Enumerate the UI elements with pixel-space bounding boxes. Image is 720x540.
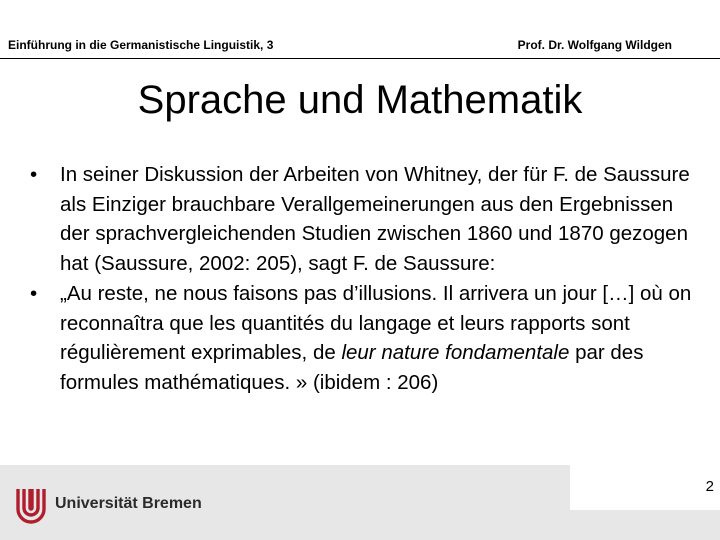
bullet-item-2 bbox=[30, 279, 700, 398]
logo-arcs bbox=[18, 489, 44, 522]
bullet-text-2-part1: „Au reste, ne nous faisons pas d’illusions. Il arrivera un jour […] où on reconnaîtra que les quantités du langage et leurs rapports sont régulièrement exprimables, de bbox=[60, 281, 692, 365]
bullet-text-2-italic: leur nature fondamentale bbox=[341, 341, 570, 365]
header-course-title: Einführung in die Germanistische Linguistik, 3 bbox=[8, 38, 274, 52]
header-rule bbox=[0, 58, 720, 59]
university-name: Universität Bremen bbox=[55, 495, 202, 512]
header-author: Prof. Dr. Wolfgang Wildgen bbox=[517, 38, 672, 52]
slide-title: Sprache und Mathematik bbox=[137, 78, 583, 122]
page-number: 2 bbox=[705, 478, 714, 495]
bullet-text-1: In seiner Diskussion der Arbeiten von Whitney, der für F. de Saussure als Einziger brauchbare Verallgemeinerungen aus den Ergebnissen der sprachvergleichenden Studien zwischen 1860 und 1870 gezogen hat (Saussure, 2002: 205), sagt F. de Saussure: bbox=[60, 163, 690, 276]
bullet-text-2-part2: par des formules mathématiques. » (ibidem : 206) bbox=[60, 341, 644, 394]
footer-bottom-band bbox=[0, 510, 720, 540]
slide-content bbox=[30, 160, 700, 398]
bullet-marker: • bbox=[30, 281, 38, 305]
bullet-item-1 bbox=[30, 160, 700, 279]
university-logo-icon bbox=[12, 487, 50, 525]
bullet-marker: • bbox=[30, 163, 38, 186]
